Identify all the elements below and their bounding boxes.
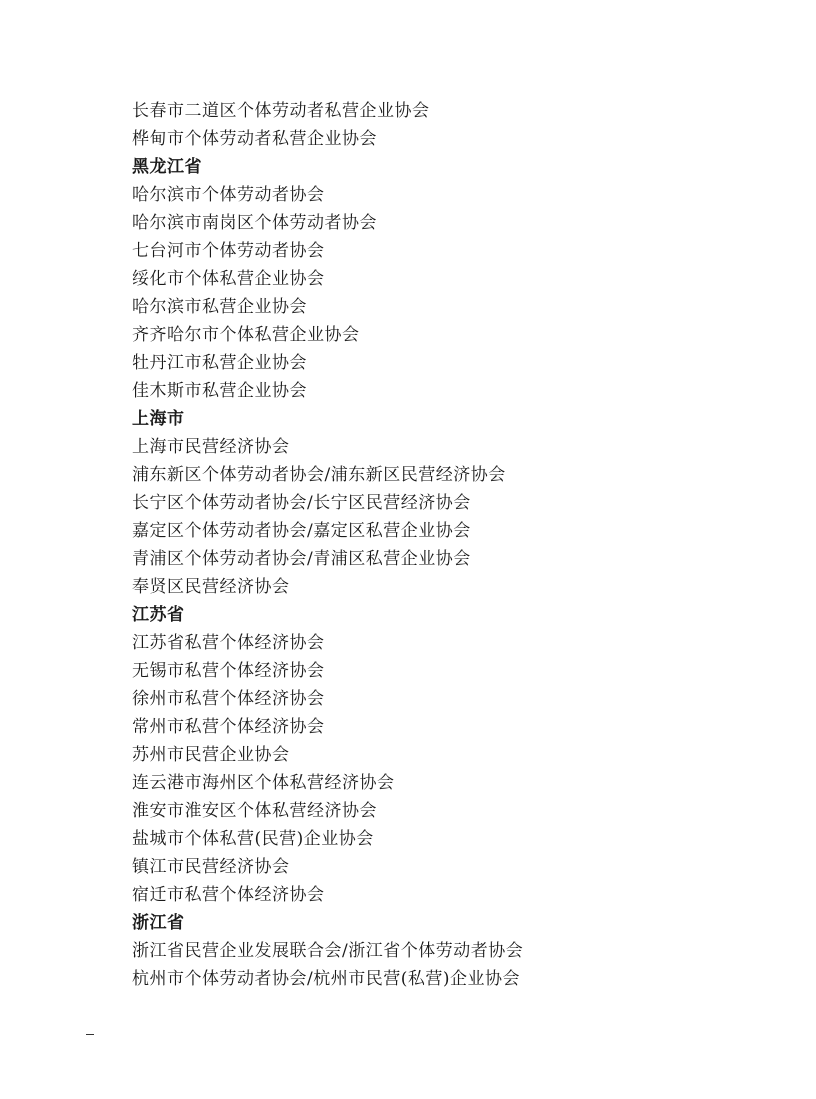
list-item: 宿迁市私营个体经济协会 <box>132 885 325 905</box>
list-item: 佳木斯市私营企业协会 <box>132 381 307 401</box>
list-item: 镇江市民营经济协会 <box>132 857 290 877</box>
section-heading: 浙江省 <box>132 913 185 933</box>
list-item: 桦甸市个体劳动者私营企业协会 <box>132 129 377 149</box>
list-item: 奉贤区民营经济协会 <box>132 577 290 597</box>
list-item: 哈尔滨市个体劳动者协会 <box>132 185 325 205</box>
section-heading: 上海市 <box>132 409 185 429</box>
list-item: 苏州市民营企业协会 <box>132 745 290 765</box>
list-item: 青浦区个体劳动者协会/青浦区私营企业协会 <box>132 549 471 569</box>
list-item: 齐齐哈尔市个体私营企业协会 <box>132 325 360 345</box>
section-heading: 江苏省 <box>132 605 185 625</box>
list-item: 哈尔滨市南岗区个体劳动者协会 <box>132 213 377 233</box>
list-item: 无锡市私营个体经济协会 <box>132 661 325 681</box>
footer-dash <box>86 1034 94 1035</box>
list-item: 牡丹江市私营企业协会 <box>132 353 307 373</box>
list-item: 常州市私营个体经济协会 <box>132 717 325 737</box>
list-item: 长宁区个体劳动者协会/长宁区民营经济协会 <box>132 493 471 513</box>
list-item: 绥化市个体私营企业协会 <box>132 269 325 289</box>
list-item: 浙江省民营企业发展联合会/浙江省个体劳动者协会 <box>132 941 524 961</box>
list-item: 杭州市个体劳动者协会/杭州市民营(私营)企业协会 <box>132 969 520 989</box>
list-item: 长春市二道区个体劳动者私营企业协会 <box>132 101 430 121</box>
list-item: 徐州市私营个体经济协会 <box>132 689 325 709</box>
list-item: 连云港市海州区个体私营经济协会 <box>132 773 395 793</box>
list-item: 嘉定区个体劳动者协会/嘉定区私营企业协会 <box>132 521 471 541</box>
section-heading: 黑龙江省 <box>132 157 202 177</box>
list-item: 淮安市淮安区个体私营经济协会 <box>132 801 377 821</box>
list-item: 上海市民营经济协会 <box>132 437 290 457</box>
list-item: 七台河市个体劳动者协会 <box>132 241 325 261</box>
list-item: 浦东新区个体劳动者协会/浦东新区民营经济协会 <box>132 465 506 485</box>
list-item: 江苏省私营个体经济协会 <box>132 633 325 653</box>
document-page <box>132 97 772 993</box>
list-item: 哈尔滨市私营企业协会 <box>132 297 307 317</box>
list-item: 盐城市个体私营(民营)企业协会 <box>132 829 374 849</box>
